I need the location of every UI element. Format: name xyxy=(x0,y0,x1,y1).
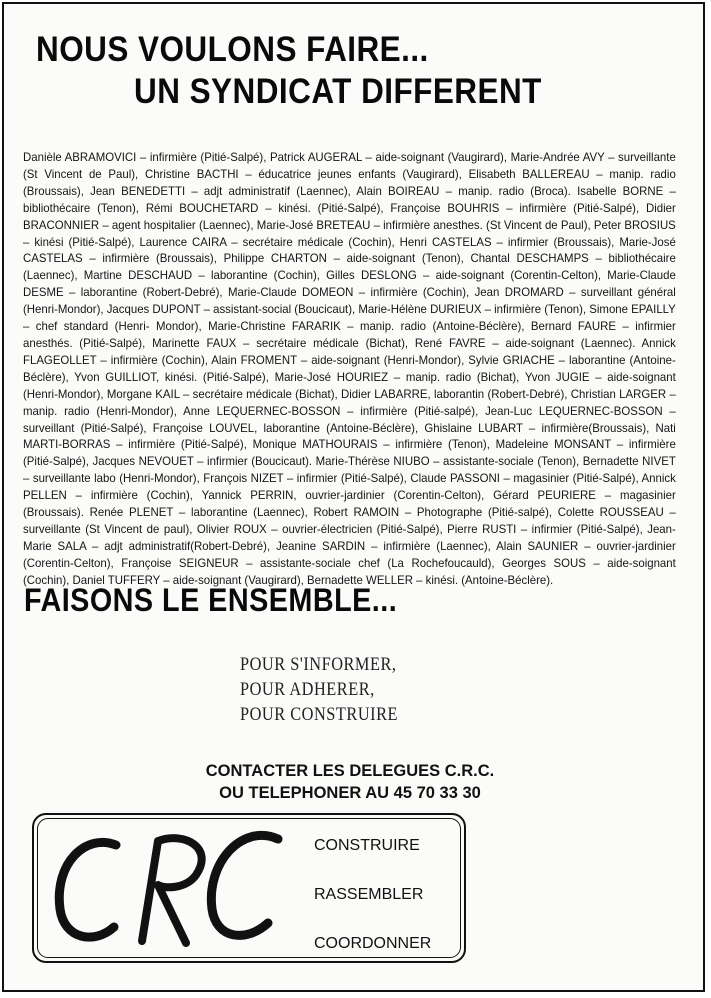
logo-word-construire: CONSTRUIRE xyxy=(314,837,420,854)
member-list: Danièle ABRAMOVICI – infirmière (Pitié-Salpé), Patrick AUGERAL – aide-soignant (Vaugirard), Marie-Andrée AVY – surveillante (St Vincent de Paul), Christine BACTHI – éducatrice jeunes enfants (Vaugirard), Elisabeth BALLEREAU – manip. radio (Broussais), Jean BENEDETTI – adjt administratif (Laennec), Alain BOIREAU – manip. radio (Broca). Isabelle BORNE – bibliothécaire (Tenon), Rémi BOUCHETARD – kinési. (Pitié-Salpé), Françoise BOUHRIS – infirmière (Pitié-Salpé), Didier BRACONNIER – agent hospitalier (Laennec), Marie-José BRETEAU – infirmière anesthes. (St Vincent de Paul), Peter BROSIUS – kinési (Pitié-Salpé), Laurence CAIRA – secrétaire médicale (Cochin), Henri CASTELAS – infirmier (Broussais), Marie-José CASTELAS – infirmière (Broussais), Philippe CHARTON – aide-soignant (Tenon), Chantal DESCHAMPS – bibliothécaire (Laennec), Martine DESCHAUD – laborantine (Cochin), Gilles DESLONG – aide-soignant (Corentin-Celton), Marie-Claude DESME – laborantine (Robert-Debré), Marie-Claude DOMEON – infirmière (Cochin), Jean DROMARD – surveillant général (Henri-Mondor), Jacques DUPONT – assistant-social (Boucicaut), Marie-Hélène DURIEUX – infirmière (Tenon), Simone EPAILLY – chef standard (Henri- Mondor), Marie-Christine FARARIK – manip. radio (Antoine-Béclère), Bernard FAURE – infirmier anesthés. (Pitié-Salpé), Marinette FAUX – secrétaire médicale (Bichat), René FAVRE – aide-soignant (Laennec). Annick FLAGEOLLET – infirmière (Cochin), Alain FROMENT – aide-soignant (Henri-Mondor), Sylvie GRIACHE – laborantine (Antoine-Béclère), Yvon GUILLIOT, kinési. (Pitié-Salpé), Marie-José HOURIEZ – manip. radio (Bichat), Yvon JUGIE – aide-soignant (Henri-Mondor), Morgane KAIL – secrétaire médicale (Bichat), Didier LABARRE, laborantin (Robert-Debré), Christian LARGER – manip. radio (Henri-Mondor), Anne LEQUERNEC-BOSSON – infirmière (Pitié-salpé), Jean-Luc LEQUERNEC-BOSSON – surveillant (Pitié-Salpé), Françoise LOUVEL, laborantine (Antoine-Béclère), Ghislaine LUBART – infirmière(Broussais), Nati MARTI-BORRAS – infirmière (Pitié-Salpé), Monique MATHOURAIS – infirmière (Tenon), Madeleine MONSANT – infirmière (Pitié-Salpé), Jacques NEVOUET – infirmier (Boucicaut). Marie-Thérèse NIUBO – assistante-sociale (Tenon), Bernadette NIVET – surveillante labo (Henri-Mondor), François NIZET – infirmier (Pitié-Salpé), Claude PASSONI – magasinier (Pitié-Salpé), Annick PELLEN – infirmière (Cochin), Yannick PERRIN, ouvrier-jardinier (Corentin-Celton), Gérard PEURIERE – magasinier (Broussais). Renée PLENET – laborantine (Laennec), Robert RAMOIN – Photographe (Pitié-salpé), Colette ROUSSEAU – surveillante (St Vincent de paul), Olivier ROUX – ouvrier-électricien (Pitié-Salpé), Pierre RUSTI – infirmier (Pitié-Salpé), Jean-Marie SALA – adjt administratif(Robert-Debré), Jeanine SARDIN – infirmière (Laennec), Alain SAUNIER – ouvrier-jardinier (Corentin-Celton), Françoise SEIGNEUR – assistante-sociale chef (La Rochefoucauld), Georges SOUS – aide-soignant (Cochin), Daniel TUFFERY – aide-soignant (Vaugirard), Bernadette WELLER – kinési. (Antoine-Béclère). xyxy=(23,150,676,587)
logo-word-rassembler: RASSEMBLER xyxy=(314,886,424,903)
logo-words xyxy=(314,833,431,980)
contact-line-1: CONTACTER LES DELEGUES C.R.C. xyxy=(205,762,495,780)
purpose-item: POUR CONSTRUIRE xyxy=(240,704,399,725)
logo-word-coordonner: COORDONNER xyxy=(314,935,432,952)
slogan: FAISONS LE ENSEMBLE... xyxy=(24,582,398,618)
contact-block xyxy=(150,760,550,804)
crc-logo-art xyxy=(46,823,296,955)
crc-logo xyxy=(46,823,296,955)
crc-logo-box xyxy=(32,813,466,963)
title-line-1: NOUS VOULONS FAIRE... xyxy=(36,30,429,69)
purpose-item: POUR ADHERER, xyxy=(240,679,375,700)
purpose-item: POUR S'INFORMER, xyxy=(240,654,397,675)
title-line-2: UN SYNDICAT DIFFERENT xyxy=(134,72,542,111)
purpose-list xyxy=(240,652,398,727)
contact-line-2: OU TELEPHONER AU 45 70 33 30 xyxy=(219,784,481,802)
